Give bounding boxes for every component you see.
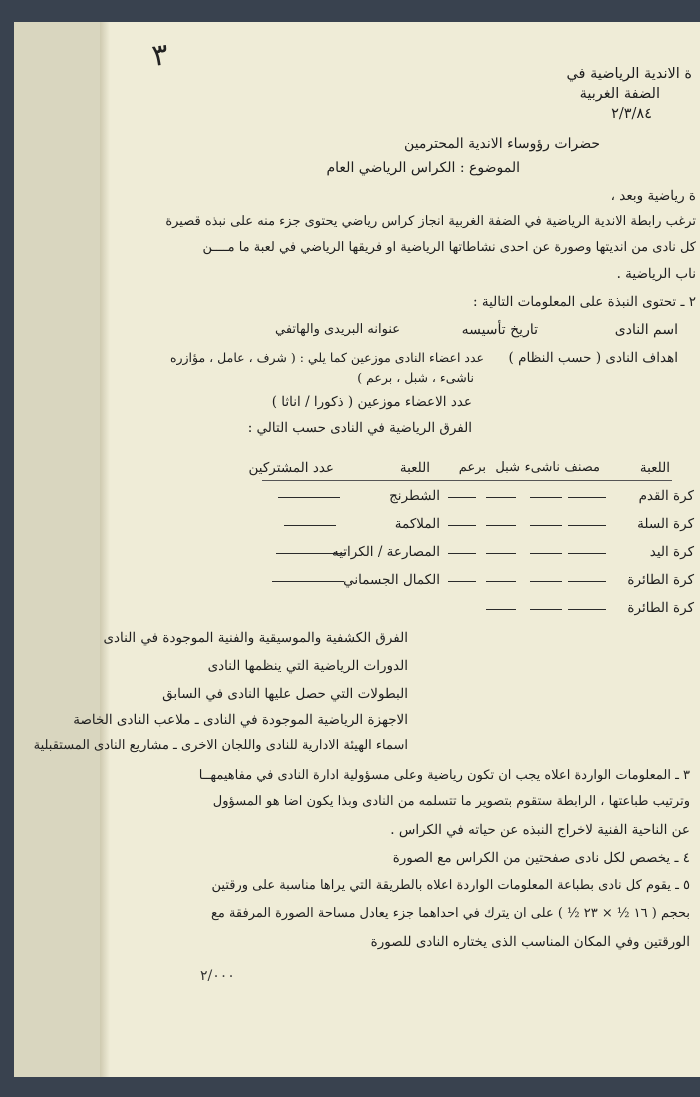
participants-blank-line xyxy=(276,553,346,554)
field-members-gender: عدد الاعضاء موزعين ( ذكورا / اناثا ) xyxy=(271,394,472,410)
intro-line-1: ترغب رابطة الاندية الرياضية في الضفة الغربية انجاز كراس رياضي يحتوى جزء منه على نبذه قصيرة xyxy=(165,214,696,229)
table-row-game-volleyball-2: كرة الطائرة xyxy=(627,600,694,616)
greeting: ة رياضية وبعد ، xyxy=(610,188,696,204)
table-header-cub: شبل xyxy=(495,460,520,475)
field-address: عنوانه البريدى والهاتفي xyxy=(275,322,400,337)
field-founded: تاريخ تأسيسه xyxy=(461,322,538,338)
item-championships: البطولات التي حصل عليها النادى في السابق xyxy=(162,686,408,702)
item4: ٤ ـ يخصص لكل نادى صفحتين من الكراس مع الصورة xyxy=(392,850,690,866)
table-blank-line xyxy=(486,525,516,526)
table-blank-line xyxy=(568,609,606,610)
item3-line-2: وترتيب طباعتها ، الرابطة ستقوم بتصوير ما تتسلمه من النادى وبذا يكون اضا هو المسؤول xyxy=(212,794,690,809)
table-row-game-chess: الشطرنج xyxy=(389,488,440,504)
participants-blank-line xyxy=(278,497,340,498)
table-header-classified: مصنف xyxy=(564,460,600,475)
intro-line-3: ناب الرياضية . xyxy=(616,266,696,282)
table-row-game-football: كرة القدم xyxy=(638,488,694,504)
table-blank-line xyxy=(448,525,476,526)
table-blank-line xyxy=(530,581,562,582)
table-blank-line xyxy=(448,581,476,582)
table-blank-line xyxy=(530,553,562,554)
table-row-game-handball: كرة اليد xyxy=(649,544,694,560)
item-equipment: الاجهزة الرياضية الموجودة في النادى ـ ملاعب النادى الخاصة xyxy=(73,712,408,728)
page-fold-shadow xyxy=(100,22,110,1077)
table-blank-line xyxy=(486,581,516,582)
table-row-game-volleyball: كرة الطائرة xyxy=(627,572,694,588)
table-row-game-basketball: كرة السلة xyxy=(637,516,694,532)
teams-title: الفرق الرياضية في النادى حسب التالي : xyxy=(247,420,472,436)
header-org-line2: الضفة الغربية xyxy=(579,86,660,102)
binder-cover xyxy=(14,22,101,1077)
table-header-game2: اللعبة xyxy=(399,460,430,476)
table-header-participants: عدد المشتركين xyxy=(248,460,334,476)
field-goals: اهداف النادى ( حسب النظام ) xyxy=(508,350,678,366)
subject-line: الموضوع : الكراس الرياضي العام xyxy=(326,160,520,176)
table-blank-line xyxy=(448,497,476,498)
table-header-rule xyxy=(262,480,672,481)
table-row-game-wrestling: المصارعة / الكراتيه xyxy=(331,544,440,560)
table-blank-line xyxy=(448,553,476,554)
item5-line-1: ٥ ـ يقوم كل نادى بطباعة المعلومات الواردة اعلاه بالطريقة التي يراها مناسبة على ورقتين xyxy=(211,878,690,893)
item5-line-2: بحجم ( ١٦ ½ × ٢٣ ½ ) على ان يترك في احداهما جزء يعادل مساحة الصورة المرفقة مع xyxy=(210,906,690,921)
table-blank-line xyxy=(568,525,606,526)
header-date: ٢/٣/٨٤ xyxy=(611,106,652,122)
item3-line-1: ٣ ـ المعلومات الواردة اعلاه يجب ان تكون رياضية وعلى مسؤولية ادارة النادى في مفاهيمهــا xyxy=(198,768,690,783)
table-row-game-bodybuilding: الكمال الجسماني xyxy=(343,572,440,588)
table-blank-line xyxy=(530,525,562,526)
recipient-line: حضرات رؤوساء الاندية المحترمين xyxy=(404,136,600,152)
item5-line-3: الورقتين وفي المكان المناسب الذى يختاره النادى للصورة xyxy=(370,934,690,950)
table-blank-line xyxy=(568,581,606,582)
intro-line-2: كل نادى من انديتها وصورة عن احدى نشاطاتها الرياضية او فريقها الرياضي في لعبة ما مــــن xyxy=(202,240,696,255)
table-row-game-boxing: الملاكمة xyxy=(394,516,440,532)
item-scout-teams: الفرق الكشفية والموسيقية والفنية الموجودة في النادى xyxy=(103,630,408,646)
header-org-line1: ة الاندية الرياضية في xyxy=(566,66,692,82)
table-blank-line xyxy=(486,497,516,498)
page-number: ٣ xyxy=(149,37,171,74)
item-admin-board: اسماء الهيئة الادارية للنادى واللجان الاخرى ـ مشاريع النادى المستقبلية xyxy=(33,738,408,753)
item3-line-3: عن الناحية الفنية لاخراج النبذه عن حياته في الكراس . xyxy=(390,822,690,838)
table-blank-line xyxy=(530,497,562,498)
participants-blank-line xyxy=(272,581,344,582)
table-blank-line xyxy=(568,497,606,498)
table-blank-line xyxy=(530,609,562,610)
table-header-game: اللعبة xyxy=(639,460,670,476)
table-blank-line xyxy=(568,553,606,554)
participants-blank-line xyxy=(284,525,336,526)
table-header-youth: ناشىء xyxy=(524,460,560,475)
footer-mark: ٢/٠٠٠ xyxy=(200,968,235,984)
item-tournaments: الدورات الرياضية التي ينظمها النادى xyxy=(207,658,408,674)
field-members-line1: عدد اعضاء النادى موزعين كما يلي : ( شرف ، عامل ، مؤازره xyxy=(169,350,484,365)
table-header-bud: برعم xyxy=(458,460,486,475)
field-members-line2: ناشىء ، شبل ، برعم ) xyxy=(357,370,474,385)
item2-title: ٢ ـ تحتوى النبذة على المعلومات التالية : xyxy=(473,294,696,310)
field-club-name: اسم النادى xyxy=(614,322,678,338)
table-blank-line xyxy=(486,609,516,610)
table-blank-line xyxy=(486,553,516,554)
